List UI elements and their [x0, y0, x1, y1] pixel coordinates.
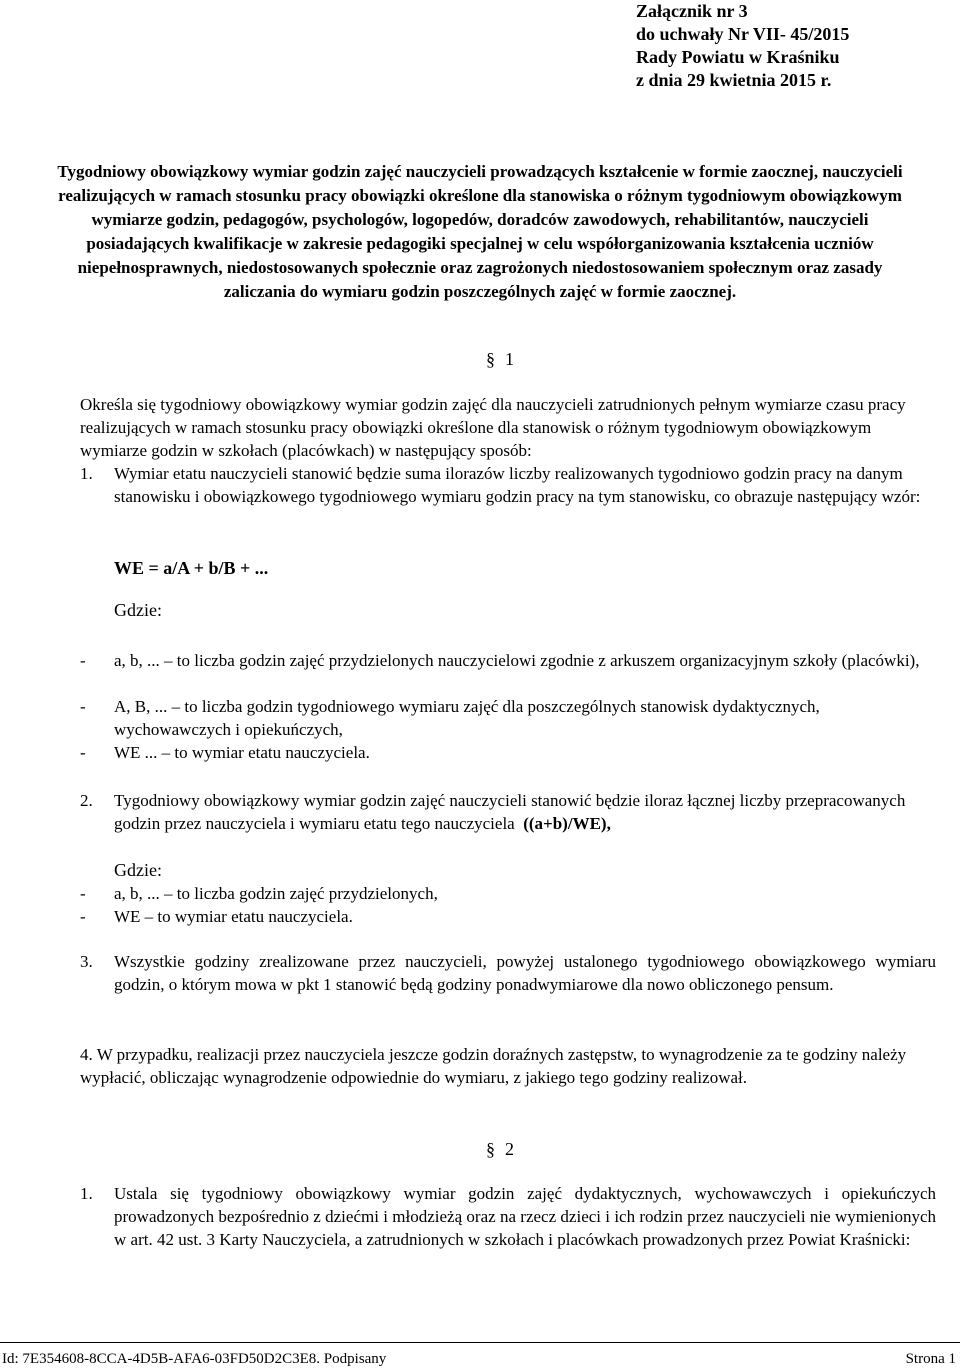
definition-item	[80, 695, 936, 741]
dash: -	[80, 884, 86, 903]
page-number: Strona 1	[905, 1351, 956, 1367]
section-1-item-3	[80, 950, 936, 996]
section-1-item-2	[80, 789, 936, 835]
item-number: 1.	[80, 464, 93, 483]
section-2-item-1	[80, 1182, 936, 1251]
footer-divider	[0, 1342, 960, 1343]
definition-text: WE ... – to wymiar etatu nauczyciela.	[114, 743, 370, 762]
item-number: 1.	[80, 1184, 93, 1203]
section-number: 2	[505, 1139, 514, 1159]
item-text	[114, 789, 936, 835]
attachment-line-1: Załącznik nr 3	[636, 1, 748, 21]
item-number: 3.	[80, 952, 93, 971]
where-label-1: Gdzie:	[114, 600, 162, 620]
section-1-item-1	[80, 462, 936, 508]
item-text: Wszystkie godziny zrealizowane przez nauczycieli, powyżej ustalonego tygodniowego obowiązkowego wymiaru godzin, o którym mowa w pkt 1 stanowić będą godziny ponadwymiarowe dla nowo obliczonego pensum.	[114, 952, 936, 994]
item-2-text: Tygodniowy obowiązkowy wymiar godzin zajęć nauczycieli stanowić będzie iloraz łącznej liczby przepracowanych godzin przez nauczyciela i wymiaru etatu tego nauczyciela	[114, 791, 906, 833]
page-footer	[0, 1349, 960, 1369]
attachment-header	[636, 0, 849, 92]
dash: -	[80, 697, 86, 716]
document-title: Tygodniowy obowiązkowy wymiar godzin zajęć nauczycieli prowadzących kształcenie w formie zaocznej, nauczycieli realizujących w ramach stosunku pracy obowiązki określone dla stanowiska o różnym tygodniowym obowiązkowym wymiarze godzin, pedagogów, psychologów, logopedów, doradców zawodowych, rehabilitantów, nauczycieli posiadających kwalifikacje w zakresie pedagogiki specjalnej w celu współorganizowania kształcenia uczniów niepełnosprawnych, niedostosowanych społecznie oraz zagrożonych niedostosowaniem społecznym oraz zasady zaliczania do wymiaru godzin poszczególnych zajęć w formie zaocznej.	[57, 162, 903, 301]
definition-text: a, b, ... – to liczba godzin zajęć przydzielonych nauczycielowi zgodnie z arkuszem organizacyjnym szkoły (placówki),	[114, 651, 920, 670]
definition-text: A, B, ... – to liczba godzin tygodniowego wymiaru zajęć dla poszczególnych stanowisk dydaktycznych, wychowawczych i opiekuńczych,	[114, 697, 820, 739]
dash: -	[80, 651, 86, 670]
attachment-line-4: z dnia 29 kwietnia 2015 r.	[636, 70, 832, 90]
section-sign: §	[486, 1139, 495, 1159]
item-text: Ustala się tygodniowy obowiązkowy wymiar godzin zajęć dydaktycznych, wychowawczych i opiekuńczych prowadzonych bezpośrednio z dziećmi i młodzieżą oraz na rzecz dzieci i ich rodzin przez nauczycieli nie wymienionych w art. 42 ust. 3 Karty Nauczyciela, a zatrudnionych w szkołach i placówkach prowadzonych przez Powiat Kraśnicki:	[114, 1184, 936, 1249]
where-label-2: Gdzie:	[114, 860, 162, 880]
section-1-item-4: 4. W przypadku, realizacji przez nauczyciela jeszcze godzin doraźnych zastępstw, to wynagrodzenie za te godziny należy wypłacić, obliczając wynagrodzenie odpowiednie do wymiaru, z jakiego tego godziny realizował.	[80, 1045, 907, 1087]
attachment-line-3: Rady Powiatu w Kraśniku	[636, 47, 840, 67]
definition-text: a, b, ... – to liczba godzin zajęć przydzielonych,	[114, 884, 438, 903]
document-id: Id: 7E354608-8CCA-4D5B-AFA6-03FD50D2C3E8. Podpisany	[2, 1351, 387, 1367]
section-2-heading	[486, 1138, 514, 1161]
item-2-formula: ((a+b)/WE),	[523, 814, 611, 833]
section-1-intro: Określa się tygodniowy obowiązkowy wymiar godzin zajęć dla nauczycieli zatrudnionych pełnym wymiarze czasu pracy realizujących w ramach stosunku pracy obowiązki określone dla stanowisk o różnym tygodniowym obowiązkowym wymiarze godzin w szkołach (placówkach) w następujący sposób:	[80, 395, 906, 460]
definition-item	[80, 905, 936, 928]
section-number: 1	[505, 349, 514, 369]
definition-text: WE – to wymiar etatu nauczyciela.	[114, 907, 353, 926]
dash: -	[80, 907, 86, 926]
definition-item	[80, 882, 936, 905]
definition-item	[80, 741, 936, 764]
section-1-heading	[486, 348, 514, 371]
item-number: 2.	[80, 791, 93, 810]
item-text: Wymiar etatu nauczycieli stanowić będzie suma ilorazów liczby realizowanych tygodniowo godzin pracy na danym stanowisku i obowiązkowego tygodniowego wymiaru godzin pracy na tym stanowisku, co obrazuje następujący wzór:	[114, 464, 921, 506]
attachment-line-2: do uchwały Nr VII- 45/2015	[636, 24, 850, 44]
definition-item	[80, 649, 936, 672]
dash: -	[80, 743, 86, 762]
section-sign: §	[486, 349, 495, 369]
formula-we: WE = a/A + b/B + ...	[114, 558, 269, 578]
